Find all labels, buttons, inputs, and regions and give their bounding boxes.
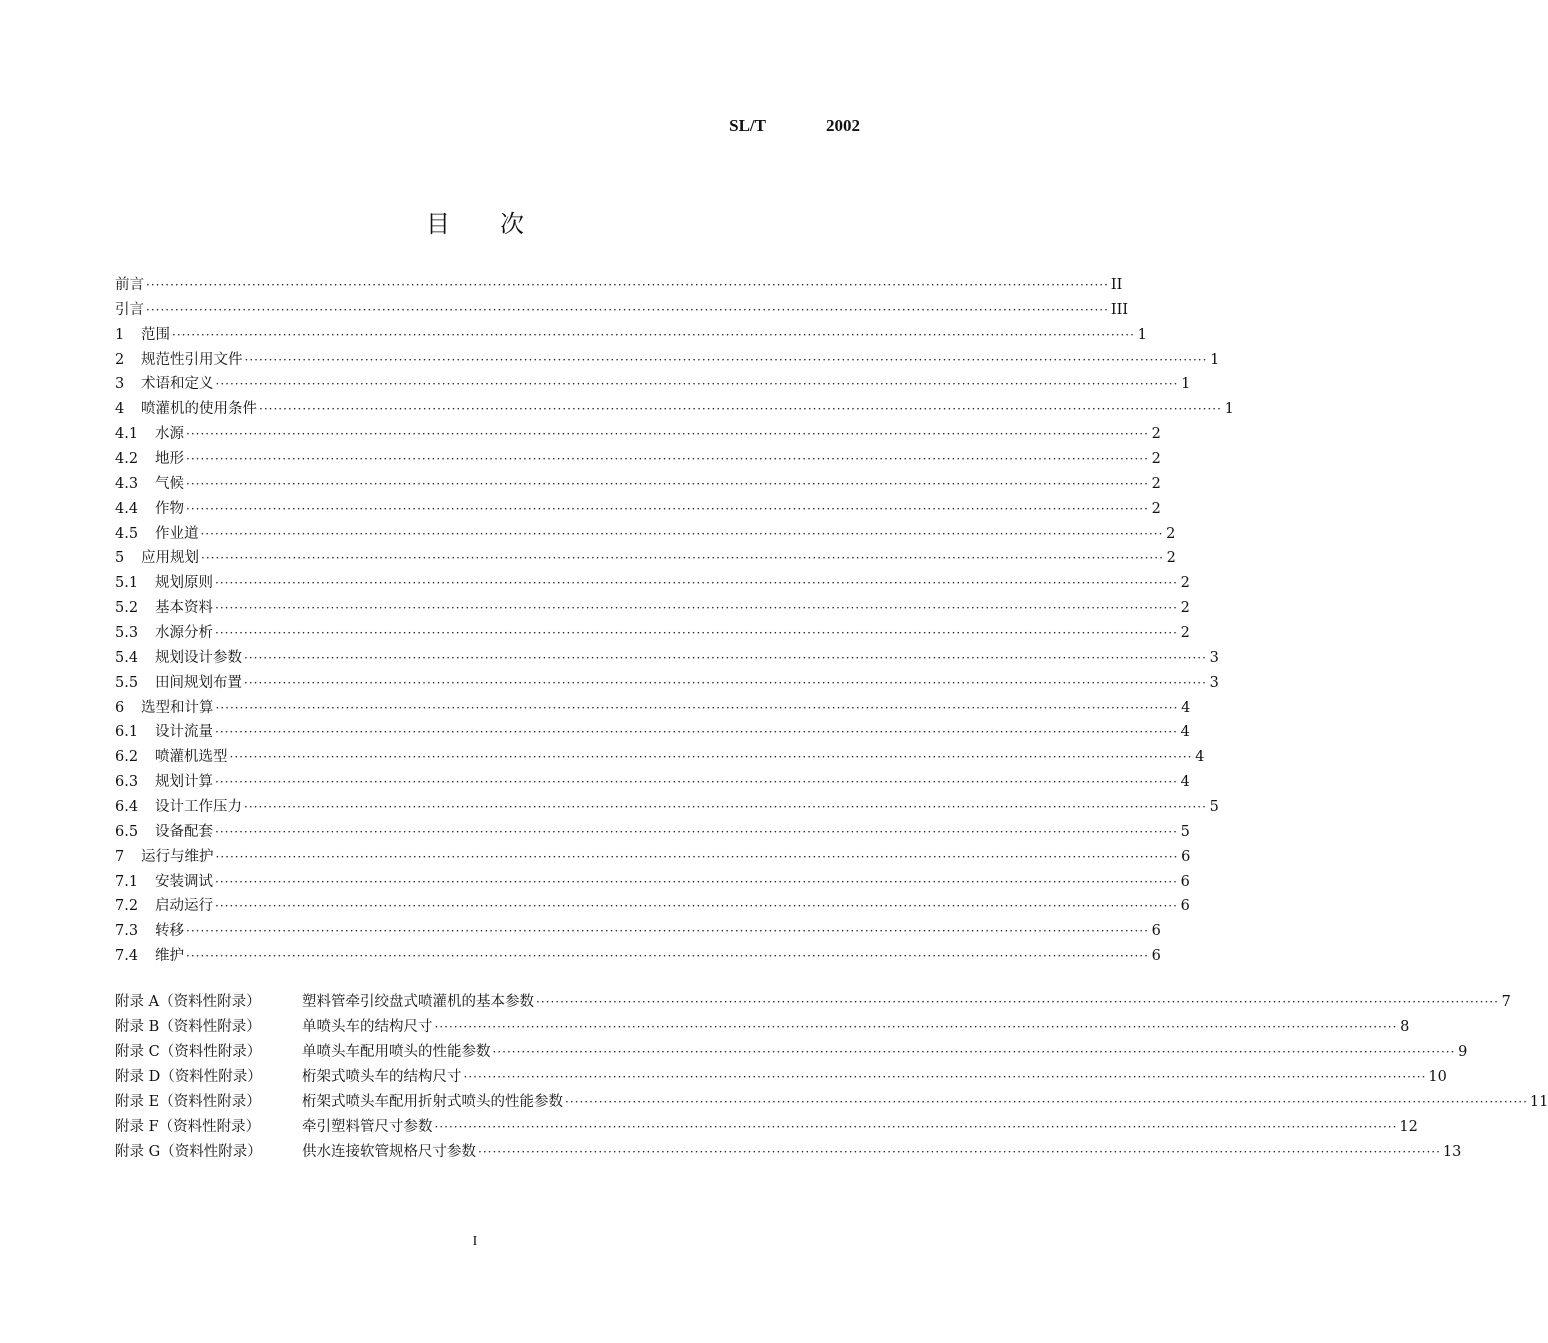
table-of-contents (115, 273, 1234, 969)
toc-entry-page: 6 (1180, 898, 1190, 915)
annex-entry[interactable] (115, 1090, 1548, 1115)
toc-entry-page: 2 (1151, 426, 1161, 443)
annex-entry-label: 附录 B（资料性附录） (115, 1019, 261, 1035)
toc-entry-number: 4.1 (115, 426, 139, 443)
toc-entry-title: 作物 (155, 500, 184, 517)
annex-entry-page: 13 (1442, 1144, 1462, 1160)
toc-entry[interactable] (115, 472, 1161, 497)
toc-entry-title: 维护 (155, 948, 184, 965)
toc-entry-title: 基本资料 (155, 600, 213, 617)
toc-entry-title: 安装调试 (155, 873, 213, 890)
dot-leader: ········································································································································································································ (244, 675, 1207, 690)
annex-entry-title: 塑料管牵引绞盘式喷灌机的基本参数 (302, 994, 534, 1010)
toc-entry-page: 1 (1137, 326, 1147, 343)
dot-leader: ········································································································································································································ (434, 1120, 1398, 1134)
dot-leader: ········································································································································································································ (215, 626, 1178, 641)
annex-entry-label: 附录 F（资料性附录） (115, 1119, 261, 1135)
dot-leader: ········································································································································································································ (146, 278, 1109, 292)
document-header (729, 116, 860, 136)
toc-entry-number: 4.5 (115, 525, 139, 542)
toc-entry-number: 5.2 (115, 600, 139, 617)
toc-entry-page: 6 (1180, 873, 1190, 890)
toc-entry-page: 6 (1151, 948, 1161, 965)
dot-leader: ········································································································································································································ (215, 700, 1179, 715)
dot-leader: ········································································································································································································ (200, 526, 1164, 541)
toc-entry[interactable] (115, 696, 1191, 721)
toc-entry-title: 设计工作压力 (155, 799, 242, 816)
toc-entry-number: 5 (115, 550, 125, 567)
dot-leader: ········································································································································································································ (244, 800, 1207, 815)
dot-leader: ········································································································································································································ (259, 402, 1222, 417)
toc-entry-number: 4 (115, 401, 125, 418)
toc-entry-page: 1 (1181, 376, 1191, 393)
toc-entry-title: 喷灌机选型 (155, 749, 228, 766)
toc-entry-number: 5.4 (115, 649, 139, 666)
annex-entry-label: 附录 G（资料性附录） (115, 1144, 262, 1160)
toc-entry-number: 4.4 (115, 500, 139, 517)
annex-entry-title: 单喷头车的结构尺寸 (302, 1019, 433, 1035)
dot-leader: ········································································································································································································ (229, 750, 1193, 765)
annex-entry-title: 桁架式喷头车配用折射式喷头的性能参数 (302, 1094, 563, 1110)
toc-entry[interactable] (115, 571, 1190, 596)
toc-entry-title: 应用规划 (141, 550, 199, 567)
toc-entry-page: 4 (1180, 724, 1190, 741)
page-title: 目次 (426, 210, 574, 238)
toc-entry-number: 5.1 (115, 575, 139, 592)
annex-entry-title: 供水连接软管规格尺寸参数 (302, 1144, 476, 1160)
dot-leader: ········································································································································································································ (215, 601, 1178, 616)
dot-leader: ········································································································································································································ (215, 576, 1178, 591)
toc-entry-page: 4 (1180, 774, 1190, 791)
toc-entry-page: 5 (1209, 799, 1219, 816)
toc-entry[interactable] (115, 273, 1123, 298)
toc-entry[interactable] (115, 770, 1190, 795)
dot-leader: ········································································································································································································ (244, 650, 1207, 665)
toc-entry-title: 范围 (141, 326, 170, 343)
toc-entry-number: 4.3 (115, 475, 139, 492)
dot-leader: ········································································································································································································ (186, 476, 1149, 491)
toc-entry[interactable] (115, 596, 1190, 621)
toc-entry-page: II (1110, 277, 1123, 293)
toc-entry[interactable] (115, 372, 1191, 397)
toc-entry-page: 2 (1166, 550, 1176, 567)
annex-entry[interactable] (115, 1140, 1462, 1165)
annex-entry-label: 附录 D（资料性附录） (115, 1069, 262, 1085)
toc-entry-number: 6.3 (115, 774, 139, 791)
toc-entry-number: 1 (115, 326, 125, 343)
toc-entry-page: 5 (1180, 823, 1190, 840)
toc-entry-page: 4 (1181, 699, 1191, 716)
dot-leader: ········································································································································································································ (478, 1145, 1441, 1159)
toc-entry-title: 规范性引用文件 (141, 351, 243, 368)
annex-entry-title: 单喷头车配用喷头的性能参数 (302, 1044, 491, 1060)
toc-entry-number: 7.4 (115, 948, 139, 965)
toc-entry[interactable] (115, 894, 1190, 919)
toc-entry-page: 4 (1195, 749, 1205, 766)
dot-leader: ········································································································································································································ (244, 352, 1208, 367)
toc-entry-title: 地形 (155, 451, 184, 468)
toc-entry-page: 2 (1151, 451, 1161, 468)
toc-entry-title: 运行与维护 (141, 848, 214, 865)
toc-entry-number: 6.4 (115, 799, 139, 816)
toc-entry-title: 气候 (155, 475, 184, 492)
dot-leader: ········································································································································································································ (215, 899, 1178, 914)
annex-entry[interactable] (115, 1115, 1418, 1140)
toc-entry-page: 6 (1151, 923, 1161, 940)
toc-entry-page: 2 (1151, 500, 1161, 517)
dot-leader: ········································································································································································································ (434, 1020, 1398, 1034)
dot-leader: ········································································································································································································ (536, 995, 1499, 1009)
toc-entry-page: 2 (1180, 600, 1190, 617)
toc-entry-title: 作业道 (155, 525, 199, 542)
toc-entry-title: 田间规划布置 (155, 674, 242, 691)
dot-leader: ········································································································································································································ (215, 849, 1179, 864)
toc-entry-page: 2 (1166, 525, 1176, 542)
toc-entry[interactable] (115, 397, 1234, 422)
annex-entry-label: 附录 A（资料性附录） (115, 994, 261, 1010)
toc-entry-page: 1 (1224, 401, 1234, 418)
toc-entry-number: 2 (115, 351, 125, 368)
dot-leader: ········································································································································································································ (215, 377, 1179, 392)
annex-entry-title: 牵引塑料管尺寸参数 (302, 1119, 433, 1135)
annex-entry[interactable] (115, 1040, 1468, 1065)
toc-entry[interactable] (115, 919, 1161, 944)
toc-entry[interactable] (115, 720, 1190, 745)
dot-leader: ········································································································································································································ (186, 427, 1149, 442)
toc-entry-number: 6.5 (115, 823, 139, 840)
toc-entry-page: 2 (1151, 475, 1161, 492)
toc-entry-title: 喷灌机的使用条件 (141, 401, 257, 418)
toc-entry-title: 规划计算 (155, 774, 213, 791)
toc-entry-page: III (1110, 301, 1129, 318)
toc-entry-title: 选型和计算 (141, 699, 214, 716)
dot-leader: ········································································································································································································ (463, 1070, 1427, 1084)
annex-entry-page: 7 (1501, 994, 1511, 1010)
annex-entry[interactable] (115, 990, 1511, 1015)
toc-entry-title: 设计流量 (155, 724, 213, 741)
toc-entry[interactable] (115, 820, 1190, 845)
toc-entry-number: 4.2 (115, 451, 139, 468)
toc-entry[interactable] (115, 497, 1161, 522)
toc-entry-title: 规划设计参数 (155, 649, 242, 666)
toc-entry-page: 3 (1209, 649, 1219, 666)
toc-entry-number: 6.1 (115, 724, 139, 741)
dot-leader: ········································································································································································································ (215, 874, 1178, 889)
toc-entry[interactable] (115, 522, 1176, 547)
annex-entry[interactable] (115, 1065, 1447, 1090)
toc-entry-number: 6 (115, 699, 125, 716)
toc-entry-number: 5.5 (115, 674, 139, 691)
standard-code: SL/T (729, 116, 766, 135)
dot-leader: ········································································································································································································ (215, 725, 1178, 740)
toc-entry[interactable] (115, 348, 1220, 373)
toc-entry-title: 转移 (155, 923, 184, 940)
dot-leader: ········································································································································································································ (172, 327, 1135, 342)
toc-entry-number: 7 (115, 848, 125, 865)
dot-leader: ········································································································································································································ (186, 924, 1149, 939)
toc-entry-number: 3 (115, 376, 125, 393)
annex-entry-page: 8 (1400, 1019, 1410, 1035)
toc-entry[interactable] (115, 671, 1219, 696)
dot-leader: ········································································································································································································ (215, 824, 1178, 839)
toc-entry-title: 设备配套 (155, 823, 213, 840)
toc-entry-page: 6 (1181, 848, 1191, 865)
toc-entry-title: 引言 (115, 301, 144, 318)
standard-year: 2002 (826, 116, 860, 135)
annex-list (115, 990, 1548, 1165)
toc-entry-page: 2 (1180, 625, 1190, 642)
toc-entry[interactable] (115, 447, 1161, 472)
toc-entry-title: 水源 (155, 426, 184, 443)
toc-entry[interactable] (115, 944, 1161, 969)
dot-leader: ········································································································································································································ (146, 302, 1109, 317)
dot-leader: ········································································································································································································ (215, 775, 1178, 790)
annex-entry-page: 9 (1458, 1044, 1468, 1060)
toc-entry[interactable] (115, 422, 1161, 447)
toc-entry-title: 前言 (115, 277, 144, 293)
annex-entry[interactable] (115, 1015, 1410, 1040)
toc-entry-number: 7.3 (115, 923, 139, 940)
toc-entry-page: 2 (1180, 575, 1190, 592)
toc-entry-title: 水源分析 (155, 625, 213, 642)
dot-leader: ········································································································································································································ (186, 949, 1149, 964)
toc-entry-title: 术语和定义 (141, 376, 214, 393)
annex-entry-label: 附录 C（资料性附录） (115, 1044, 262, 1060)
toc-entry[interactable] (115, 646, 1219, 671)
toc-entry-page: 3 (1209, 674, 1219, 691)
dot-leader: ········································································································································································································ (186, 452, 1149, 467)
toc-entry[interactable] (115, 870, 1190, 895)
annex-entry-label: 附录 E（资料性附录） (115, 1094, 261, 1110)
toc-entry[interactable] (115, 795, 1219, 820)
annex-entry-page: 10 (1428, 1069, 1447, 1085)
toc-entry[interactable] (115, 323, 1147, 348)
toc-entry-number: 7.1 (115, 873, 139, 890)
toc-entry-number: 5.3 (115, 625, 139, 642)
toc-entry-number: 7.2 (115, 898, 139, 915)
toc-entry[interactable] (115, 298, 1129, 323)
toc-entry-title: 规划原则 (155, 575, 213, 592)
toc-entry-number: 6.2 (115, 749, 139, 766)
toc-entry-page: 1 (1210, 351, 1220, 368)
toc-entry[interactable] (115, 845, 1191, 870)
annex-entry-page: 12 (1399, 1119, 1418, 1135)
dot-leader: ········································································································································································································ (492, 1045, 1456, 1059)
toc-entry[interactable] (115, 621, 1190, 646)
toc-entry[interactable] (115, 745, 1205, 770)
toc-entry-title: 启动运行 (155, 898, 213, 915)
annex-entry-title: 桁架式喷头车的结构尺寸 (302, 1069, 462, 1085)
page-number: I (472, 1234, 478, 1249)
dot-leader: ········································································································································································································ (201, 551, 1164, 566)
annex-entry-page: 11 (1529, 1094, 1548, 1110)
toc-entry[interactable] (115, 546, 1176, 571)
dot-leader: ········································································································································································································ (565, 1095, 1528, 1109)
dot-leader: ········································································································································································································ (186, 501, 1149, 516)
